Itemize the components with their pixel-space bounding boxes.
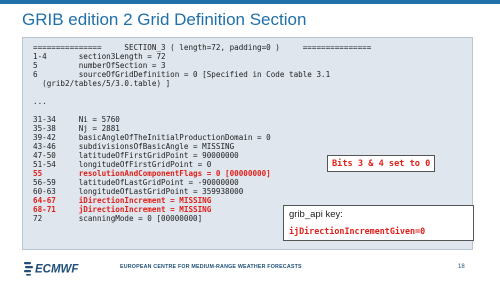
ecmwf-logo-mark xyxy=(24,262,33,276)
code-line: 31-34 Ni = 5760 xyxy=(33,115,120,124)
code-line: 35-38 Nj = 2881 xyxy=(33,124,120,133)
code-line: 47-50 latitudeOfFirstGridPoint = 90000000 xyxy=(33,151,239,160)
code-line: 64-67 iDirectionIncrement = MISSING xyxy=(33,196,212,205)
bits-callout: Bits 3 & 4 set to 0 xyxy=(327,155,435,172)
ecmwf-logo-text: ECMWF xyxy=(35,263,79,276)
code-line: 39-42 basicAngleOfTheInitialProductionDomain = 0 xyxy=(33,133,271,142)
slide-title: GRIB edition 2 Grid Definition Section xyxy=(22,10,307,29)
code-line: 56-59 latitudeOfLastGridPoint = -90000000 xyxy=(33,178,239,187)
code-line: 1-4 section3Length = 72 xyxy=(33,52,166,61)
code-line: 68-71 jDirectionIncrement = MISSING xyxy=(33,205,212,214)
code-line: ... xyxy=(33,97,47,106)
code-line: (grib2/tables/5/3.0.table) ] xyxy=(33,79,171,88)
code-line: 5 numberOfSection = 3 xyxy=(33,61,166,70)
grib-api-key-value: ijDirectionIncrementGiven=0 xyxy=(289,226,426,236)
code-line: 72 scanningMode = 0 [00000000] xyxy=(33,214,203,223)
code-line: 6 sourceOfGridDefinition = 0 [Specified in Code table 3.1 xyxy=(33,70,331,79)
code-line: 55 resolutionAndComponentFlags = 0 [00000000] xyxy=(33,169,271,178)
code-line: 43-46 subdivisionsOfBasicAngle = MISSING xyxy=(33,142,235,151)
ecmwf-logo xyxy=(24,259,86,277)
slide-footer xyxy=(0,254,500,282)
code-line: 51-54 longitudeOfFirstGridPoint = 0 xyxy=(33,160,212,169)
code-line: 60-63 longitudeOfLastGridPoint = 359938000 xyxy=(33,187,244,196)
organisation-name: EUROPEAN CENTRE FOR MEDIUM-RANGE WEATHER FORECASTS xyxy=(120,264,302,270)
top-accent-bar xyxy=(0,0,500,4)
page-number: 18 xyxy=(458,264,465,270)
grib-api-key-callout xyxy=(283,205,474,241)
code-line: =============== SECTION_3 ( length=72, padding=0 ) =============== xyxy=(33,43,372,52)
grib-api-key-label: grib_api key: xyxy=(289,209,343,220)
